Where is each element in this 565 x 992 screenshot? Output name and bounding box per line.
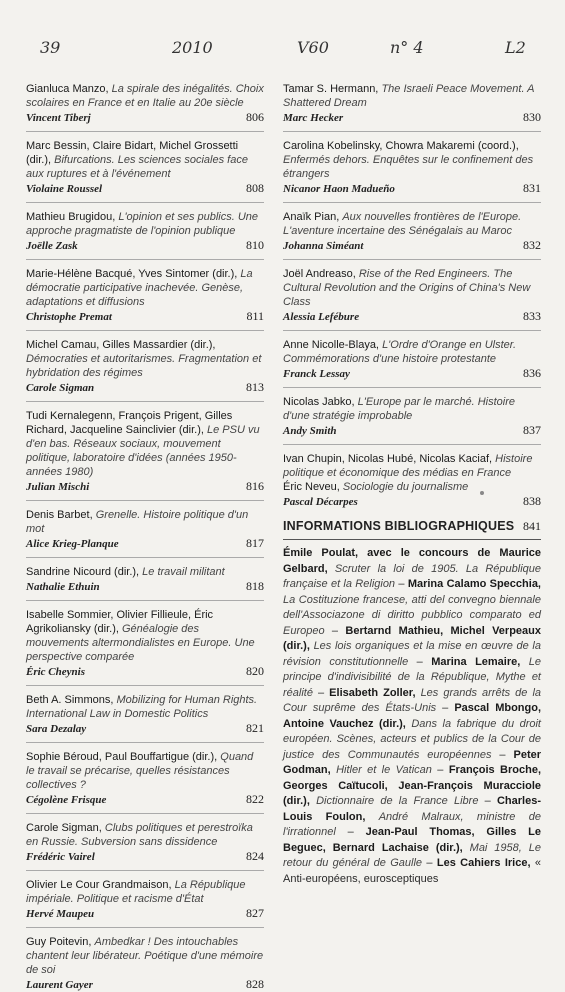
review-authors: Gianluca Manzo, [26, 83, 109, 95]
review-reviewer-row [26, 906, 264, 921]
review-authors: Marie-Hélène Bacqué, Yves Sintomer (dir.), [26, 268, 238, 280]
review-book-title: Généalogie des mouvements altermondialistes en Europe. Une perspective comparée [26, 623, 255, 663]
entry-divider [26, 131, 264, 132]
review-authors: Sandrine Nicourd (dir.), [26, 566, 140, 578]
info-title: André Malraux, ministre de l'irrationnel [283, 810, 541, 838]
review-book-title: Enfermés dehors. Enquêtes sur le confinement des étrangers [283, 154, 534, 180]
review-authors: Carole Sigman, [26, 822, 102, 834]
review-reviewer-row [283, 366, 541, 381]
review-citation [26, 82, 264, 110]
review-book-title: Aux nouvelles frontières de l'Europe. L'aventure incertaine des Sénégalais au Maroc [283, 211, 522, 237]
info-separator: – [324, 624, 346, 637]
handwritten-note: L2 [505, 38, 526, 57]
review-book-title: Ambedkar ! Des intouchables chantent leur libérateur. Poétique d'une mémoire de soi [26, 936, 264, 976]
review-book-title: L'opinion et ses publics. Une approche pragmatiste de l'opinion publique [26, 211, 259, 237]
info-separator: – [436, 702, 455, 714]
reviewer-name: Frédéric Vairel [26, 851, 95, 863]
reviewer-name: Carole Sigman [26, 382, 95, 394]
review-book-title: Bifurcations. Les sciences sociales face aux ruptures et à l'événement [26, 154, 248, 180]
review-reviewer-row [26, 181, 264, 196]
review-book-title: Mobilizing for Human Rights. International Law in Domestic Politics [26, 694, 258, 720]
review-book-title: Quand le travail se précarise, quelles résistances collectives ? [26, 751, 254, 791]
page-number: 837 [523, 423, 541, 437]
reviewer-name: Alessia Lefébure [283, 311, 360, 323]
review-authors: Michel Camau, Gilles Massardier (dir.), [26, 339, 216, 351]
review-reviewer-row [26, 380, 264, 395]
page-number: 831 [523, 181, 541, 195]
info-author: Peter Godman, [283, 748, 542, 776]
info-separator: – [478, 795, 497, 807]
review-book-title: Grenelle. Histoire politique d'un mot [26, 509, 249, 535]
page-number: 808 [246, 181, 264, 195]
review-authors: Guy Poitevin, [26, 936, 92, 948]
review-reviewer-row [26, 977, 264, 992]
review-citation [283, 395, 541, 423]
review-reviewer-row [283, 309, 541, 324]
review-reviewer-row [26, 664, 264, 679]
review-citation [26, 139, 264, 181]
review-citation [26, 338, 264, 380]
review-entry [283, 202, 541, 253]
info-title: La Costituzione francese, atti del convegno biennale dell'Associazone di diritto pubblico comparato ed Europeo [283, 593, 541, 637]
right-column [283, 82, 541, 887]
page-number: 824 [246, 849, 264, 863]
review-citation [26, 935, 264, 977]
review-entry [283, 444, 541, 509]
review-book-title: Rise of the Red Engineers. The Cultural Revolution and the Origins of China's New Class [283, 268, 531, 308]
reviewer-name: Éric Cheynis [26, 666, 85, 678]
entry-divider [26, 927, 264, 928]
page-number: 811 [246, 309, 264, 323]
review-authors: Ivan Chupin, Nicolas Hubé, Nicolas Kaciaf, [283, 453, 493, 465]
review-authors: Sophie Béroud, Paul Bouffartigue (dir.), [26, 751, 218, 763]
info-section-body [283, 546, 541, 887]
page-number: 810 [246, 238, 264, 252]
page-number: 830 [523, 110, 541, 124]
entry-divider [26, 742, 264, 743]
page-number: 827 [246, 906, 264, 920]
review-reviewer-row [283, 110, 541, 125]
review-book-title: Sociologie du journalisme [342, 481, 469, 493]
review-reviewer-row [26, 309, 264, 324]
reviewer-name: Julian Mischi [26, 481, 90, 493]
reviewer-name: Sara Dezalay [26, 723, 87, 735]
info-separator: – [491, 748, 514, 761]
page-number: 806 [246, 110, 264, 124]
review-entry [26, 330, 264, 395]
review-authors: Carolina Kobelinsky, Chowra Makaremi (coord.), [283, 140, 519, 152]
review-reviewer-row [283, 181, 541, 196]
review-authors: Mathieu Brugidou, [26, 211, 116, 223]
page-number: 820 [246, 664, 264, 678]
entry-divider [283, 131, 541, 132]
review-authors: Anaïk Pian, [283, 211, 340, 223]
review-citation [283, 210, 541, 238]
reviewer-name: Vincent Tiberj [26, 112, 91, 124]
review-authors: Olivier Le Cour Grandmaison, [26, 879, 172, 891]
review-citation [26, 878, 264, 906]
review-entry [26, 813, 264, 864]
reviewer-name: Nicanor Haon Madueño [283, 183, 395, 195]
entry-divider [283, 202, 541, 203]
page-number: 836 [523, 366, 541, 380]
info-title: Les grands arrêts de la Cour suprême des États-Unis [283, 686, 542, 714]
info-separator: – [408, 655, 432, 668]
review-reviewer-row [283, 494, 541, 509]
reviewer-name: Cégolène Frisque [26, 794, 107, 806]
page-number: 828 [246, 977, 264, 991]
handwritten-note: n° 4 [390, 38, 424, 57]
review-citation [26, 693, 264, 721]
handwritten-note: V60 [297, 38, 329, 57]
page-number: 822 [246, 792, 264, 806]
review-entry [283, 131, 541, 196]
review-entry [283, 259, 541, 324]
info-separator: – [335, 826, 366, 838]
info-author: Elisabeth Zoller, [329, 686, 421, 699]
info-author: Pascal Mbongo, Antoine Vauchez (dir.), [283, 702, 542, 730]
review-entry [26, 131, 264, 196]
info-author: Les Cahiers Irice, [436, 857, 535, 869]
entry-divider [26, 202, 264, 203]
reviewer-name: Hervé Maupeu [26, 908, 95, 920]
info-author: Marina Lemaire, [431, 655, 529, 668]
entry-divider [26, 685, 264, 686]
entry-divider [283, 444, 541, 445]
review-entry [26, 557, 264, 594]
review-reviewer-row [26, 536, 264, 551]
page-number: 821 [246, 721, 264, 735]
review-entry [26, 202, 264, 253]
review-authors: Tamar S. Hermann, [283, 83, 379, 95]
handwritten-note: 39 [40, 38, 61, 57]
entry-divider [283, 259, 541, 260]
review-book-title: La spirale des inégalités. Choix scolaires en France et en Italie au 20e siècle [26, 83, 264, 109]
review-authors: Tudi Kernalegenn, François Prigent, Gilles Richard, Jacqueline Sainclivier (dir.), [26, 410, 233, 436]
info-title: Les lois organiques et la mise en œuvre de la révision constitutionnelle [283, 640, 541, 668]
review-citation [26, 210, 264, 238]
reviewer-name: Andy Smith [283, 425, 337, 437]
review-citation [26, 821, 264, 849]
info-separator: – [431, 764, 449, 776]
speck [480, 491, 484, 495]
review-citation [283, 139, 541, 181]
reviewer-name: Violaine Roussel [26, 183, 103, 195]
review-book-title: L'Ordre d'Orange en Ulster. Commémorations d'une histoire protestante [283, 339, 517, 365]
review-entry [26, 82, 264, 125]
page-number: 813 [246, 380, 264, 394]
info-title: Mai 1958, Le retour du général de Gaulle [283, 841, 541, 869]
entry-divider [26, 870, 264, 871]
page-number: 833 [523, 309, 541, 323]
review-book-title: L'Europe par le marché. Histoire d'une stratégie improbable [283, 396, 516, 422]
entry-divider [26, 600, 264, 601]
review-citation [283, 82, 541, 110]
entry-divider [26, 401, 264, 402]
review-citation [26, 508, 264, 536]
entry-divider [26, 557, 264, 558]
entry-divider [283, 387, 541, 388]
review-entry [283, 82, 541, 125]
review-book-title: La démocratie participative inachevée. Genèse, adaptations et diffusions [26, 268, 253, 308]
review-book-title: Le travail militant [142, 566, 225, 578]
info-author: Charles-Louis Foulon, [283, 795, 541, 823]
review-entry [26, 870, 264, 921]
review-book-title: Démocraties et autoritarismes. Fragmentation et hybridation des régimes [26, 353, 262, 379]
review-book-title: Histoire politique et économique des médias en France [283, 453, 533, 479]
review-authors: Anne Nicolle-Blaya, [283, 339, 379, 351]
info-title: Dans la fabrique du droit européen. Scènes, acteurs et publics de la Cour de justice des Communautés européennes [283, 717, 541, 761]
info-author: Jean-Paul Thomas, Gilles Le Beguec, Bernard Lachaise (dir.), [283, 826, 541, 854]
review-entry [26, 685, 264, 736]
review-entry [283, 330, 541, 381]
review-authors: Nicolas Jabko, [283, 396, 355, 408]
info-separator: – [312, 686, 330, 699]
review-authors: Éric Neveu, [283, 481, 340, 493]
review-entry [26, 401, 264, 494]
reviewer-name: Nathalie Ethuin [26, 581, 100, 593]
review-authors: Beth A. Simmons, [26, 694, 114, 706]
reviewer-name: Marc Hecker [283, 112, 344, 124]
review-citation [26, 267, 264, 309]
review-reviewer-row [26, 238, 264, 253]
review-citation [26, 565, 264, 579]
review-entry [26, 927, 264, 992]
page-number: 818 [246, 579, 264, 593]
reviewer-name: Johanna Siméant [283, 240, 364, 252]
page-number: 832 [523, 238, 541, 252]
entry-divider [26, 813, 264, 814]
page-number: 817 [246, 536, 264, 550]
review-citation [283, 452, 541, 494]
entry-divider [283, 330, 541, 331]
reviewer-name: Joëlle Zask [26, 240, 78, 252]
review-authors: Joël Andreaso, [283, 268, 356, 280]
entry-divider [26, 259, 264, 260]
review-authors: Marc Bessin, Claire Bidart, Michel Grossetti (dir.), [26, 140, 239, 166]
review-reviewer-row [26, 792, 264, 807]
review-reviewer-row [26, 849, 264, 864]
page-number: 816 [246, 479, 264, 493]
review-reviewer-row [26, 479, 264, 494]
info-author: François Broche, Georges Caïtucoli, Jean-François Muracciole (dir.), [283, 764, 542, 807]
entry-divider [26, 500, 264, 501]
review-citation [26, 608, 264, 664]
reviewer-name: Christophe Premat [26, 311, 112, 323]
page-number: 838 [523, 494, 541, 508]
review-authors: Isabelle Sommier, Olivier Fillieule, Éric Agrikoliansky (dir.), [26, 609, 214, 635]
info-title: Scruter la loi de 1905. La République française et la Religion [283, 562, 541, 590]
review-reviewer-row [283, 423, 541, 438]
review-reviewer-row [26, 110, 264, 125]
entry-divider [26, 330, 264, 331]
info-author: Émile Poulat, avec le concours de Maurice Gelbard, [283, 547, 541, 575]
review-reviewer-row [283, 238, 541, 253]
review-citation [283, 267, 541, 309]
info-section-page: 841 [523, 519, 541, 533]
info-author: Bertarnd Mathieu, Michel Verpeaux (dir.), [283, 624, 541, 652]
review-book-title: Le PSU vu d'en bas. Réseaux sociaux, mouvement politique, laboratoire d'idées (années 1950-années 1980) [26, 424, 260, 478]
review-authors: Denis Barbet, [26, 509, 93, 521]
review-book-title: The Israeli Peace Movement. A Shattered Dream [283, 83, 535, 109]
handwritten-annotations [0, 38, 565, 68]
info-title: Dictionnaire de la France Libre [316, 795, 479, 807]
info-title: Le principe d'indivisibilité de la République, Mythe et réalité [283, 655, 541, 699]
review-reviewer-row [26, 579, 264, 594]
reviewer-name: Laurent Gayer [26, 979, 93, 991]
review-citation [26, 409, 264, 479]
review-entry [26, 500, 264, 551]
review-book-title: La République impériale. Politique et racisme d'État [26, 879, 246, 905]
info-separator: « Anti-européens, eurosceptiques [283, 857, 541, 885]
info-section-rule [283, 539, 541, 540]
review-entry [283, 387, 541, 438]
review-reviewer-row [26, 721, 264, 736]
info-separator: – [395, 578, 408, 590]
info-separator: – [422, 857, 437, 869]
right-column-entries [283, 82, 541, 509]
reviewer-name: Alice Krieg-Planque [26, 538, 119, 550]
review-book-title: Clubs politiques et perestroïka en Russie. Subversion sans dissidence [26, 822, 253, 848]
handwritten-note: 2010 [172, 38, 213, 57]
left-column [26, 82, 264, 992]
review-citation [26, 750, 264, 792]
info-section-header [283, 519, 541, 534]
review-citation [283, 338, 541, 366]
reviewer-name: Franck Lessay [283, 368, 350, 380]
info-title: Hitler et le Vatican [336, 764, 432, 776]
review-entry [26, 742, 264, 807]
info-author: Marina Calamo Specchia, [407, 578, 541, 590]
reviewer-name: Pascal Décarpes [283, 496, 358, 508]
review-entry [26, 600, 264, 679]
review-entry [26, 259, 264, 324]
info-section-title: INFORMATIONS BIBLIOGRAPHIQUES [283, 519, 515, 533]
